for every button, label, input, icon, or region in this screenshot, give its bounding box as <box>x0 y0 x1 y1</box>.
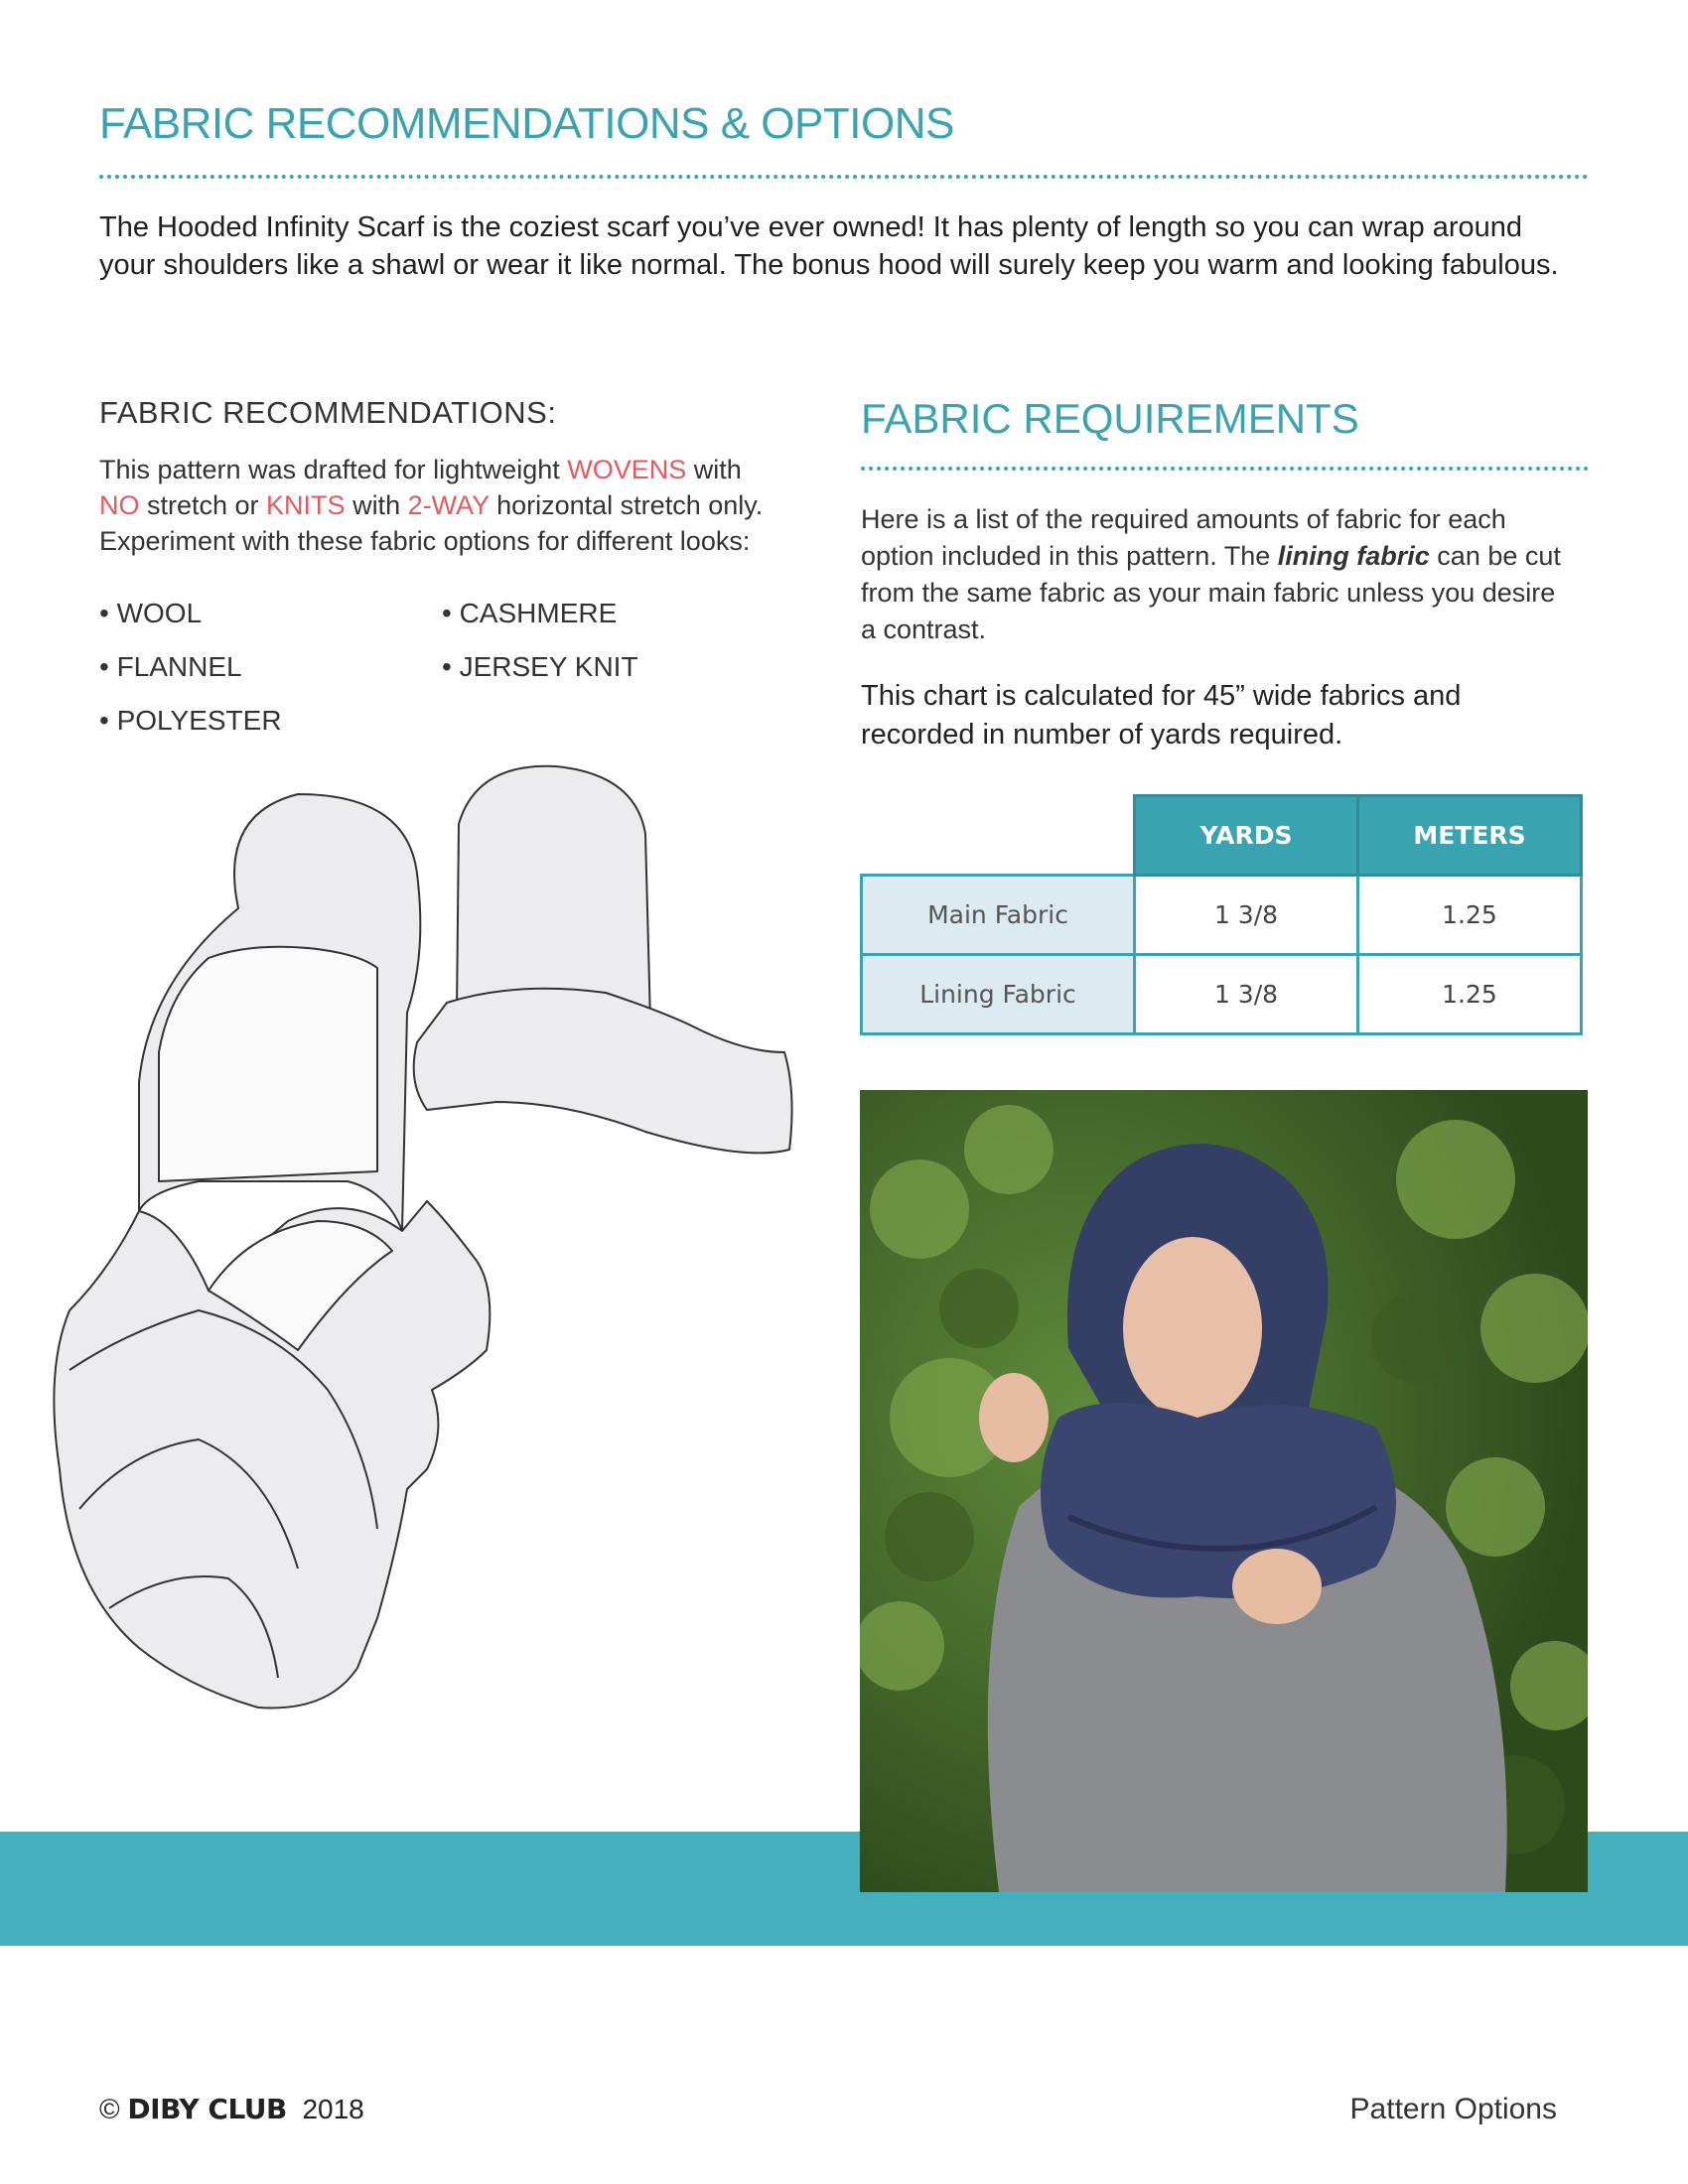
fabric-option-polyester: • POLYESTER <box>99 705 282 736</box>
recommendations-heading: FABRIC RECOMMENDATIONS: <box>99 395 557 430</box>
rec-text-part: Experiment with these fabric options for different looks: <box>99 526 751 556</box>
req-text-part: Here is a list of the required amounts of fabric for each <box>861 504 1506 534</box>
fabric-option-cashmere: • CASHMERE <box>442 598 618 628</box>
footer-year: 2018 <box>302 2094 364 2124</box>
no-highlight: NO <box>99 490 140 520</box>
table-row <box>862 955 1582 1034</box>
page-title: FABRIC RECOMMENDATIONS & OPTIONS <box>99 99 954 148</box>
req-text-part: a contrast. <box>861 614 987 644</box>
rec-text-part: horizontal stretch only. <box>489 490 764 520</box>
requirements-text <box>861 501 1596 648</box>
rec-text-part: stretch or <box>139 490 267 520</box>
title-divider <box>99 175 1589 179</box>
chart-note <box>861 677 1596 754</box>
scarf-illustration <box>50 754 854 1747</box>
requirements-divider <box>861 467 1589 471</box>
row-label: Lining Fabric <box>862 955 1135 1034</box>
req-text-part: option included in this pattern. The <box>861 541 1278 571</box>
knits-highlight: KNITS <box>266 490 346 520</box>
chart-note-line: This chart is calculated for 45” wide fabrics and <box>861 680 1462 712</box>
model-photo <box>860 1090 1588 1892</box>
row-label: Main Fabric <box>862 876 1135 955</box>
table-row <box>862 876 1582 955</box>
footer-copyright <box>99 2093 364 2125</box>
fabric-option-jersey-knit: • JERSEY KNIT <box>442 651 638 682</box>
column-header-meters: METERS <box>1358 796 1582 876</box>
recommendations-text <box>99 452 794 559</box>
fabric-option-flannel: • FLANNEL <box>99 651 242 682</box>
footer-section-label: Pattern Options <box>1349 2093 1557 2125</box>
yards-cell: 1 3/8 <box>1135 876 1358 955</box>
yards-cell: 1 3/8 <box>1135 955 1358 1034</box>
intro-paragraph <box>99 208 1589 284</box>
two-way-highlight: 2-WAY <box>407 490 490 520</box>
intro-line-2: your shoulders like a shawl or wear it like normal. The bonus hood will surely keep you warm and looking fabulous. <box>99 249 1559 281</box>
table-corner <box>862 796 1135 876</box>
rec-text-part: with <box>686 455 742 484</box>
fabric-option-wool: • WOOL <box>99 598 203 628</box>
intro-line-1: The Hooded Infinity Scarf is the coziest scarf you’ve ever owned! It has plenty of length so you can wrap around <box>99 211 1523 243</box>
chart-note-line: recorded in number of yards required. <box>861 719 1343 751</box>
lining-fabric-emphasis: lining fabric <box>1277 541 1430 571</box>
requirements-heading: FABRIC REQUIREMENTS <box>861 395 1359 442</box>
req-text-part: from the same fabric as your main fabric unless you desire <box>861 578 1556 608</box>
rec-text-part: This pattern was drafted for lightweight <box>99 455 568 484</box>
meters-cell: 1.25 <box>1358 955 1582 1034</box>
rec-text-part: with <box>345 490 408 520</box>
meters-cell: 1.25 <box>1358 876 1582 955</box>
column-header-yards: YARDS <box>1135 796 1358 876</box>
copyright-icon: © <box>99 2094 120 2124</box>
fabric-requirements-table <box>860 794 1583 1035</box>
table-header-row <box>862 796 1582 876</box>
brand-logo: DIBY CLUB <box>127 2093 287 2125</box>
wovens-highlight: WOVENS <box>567 455 687 484</box>
req-text-part: can be cut <box>1429 541 1561 571</box>
